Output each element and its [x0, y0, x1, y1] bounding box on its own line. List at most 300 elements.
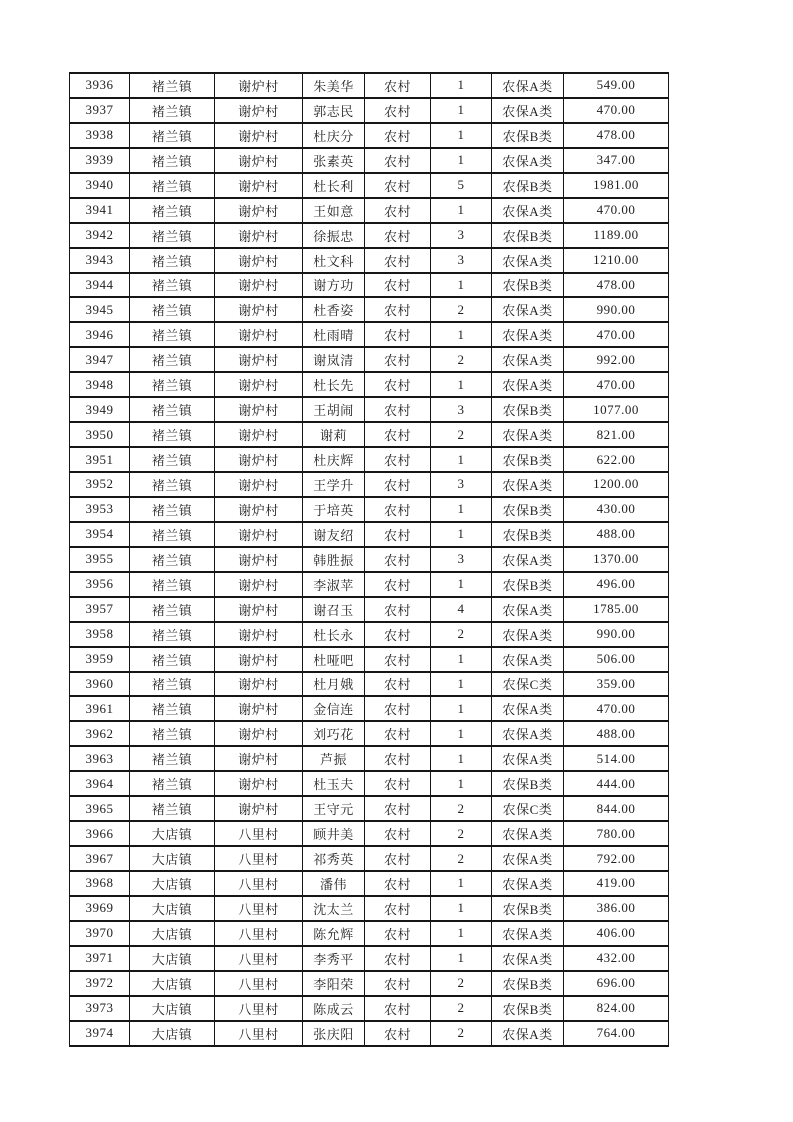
table-row	[70, 721, 669, 746]
cell-residence-type: 农村	[365, 198, 431, 223]
cell-person-count: 1	[431, 721, 492, 746]
cell-person-name: 杜香姿	[303, 297, 365, 322]
cell-insurance-category: 农保A类	[492, 547, 564, 572]
cell-seq-number: 3944	[70, 273, 130, 298]
cell-person-name: 张庆阳	[303, 1021, 365, 1046]
cell-person-name: 李秀平	[303, 946, 365, 971]
cell-town: 褚兰镇	[130, 771, 215, 796]
table-row	[70, 472, 669, 497]
cell-residence-type: 农村	[365, 921, 431, 946]
cell-person-name: 谢岚清	[303, 347, 365, 372]
cell-person-count: 1	[431, 273, 492, 298]
cell-town: 褚兰镇	[130, 647, 215, 672]
table-row	[70, 397, 669, 422]
table-row	[70, 672, 669, 697]
cell-residence-type: 农村	[365, 771, 431, 796]
cell-residence-type: 农村	[365, 422, 431, 447]
cell-amount: 1981.00	[564, 173, 669, 198]
cell-insurance-category: 农保A类	[492, 846, 564, 871]
cell-insurance-category: 农保A类	[492, 1021, 564, 1046]
table-row	[70, 896, 669, 921]
cell-residence-type: 农村	[365, 472, 431, 497]
cell-town: 褚兰镇	[130, 672, 215, 697]
cell-village: 八里村	[215, 971, 303, 996]
cell-insurance-category: 农保A类	[492, 622, 564, 647]
cell-seq-number: 3959	[70, 647, 130, 672]
cell-town: 褚兰镇	[130, 422, 215, 447]
table-row	[70, 198, 669, 223]
table-row	[70, 796, 669, 821]
cell-town: 褚兰镇	[130, 372, 215, 397]
cell-insurance-category: 农保A类	[492, 472, 564, 497]
cell-residence-type: 农村	[365, 796, 431, 821]
cell-town: 褚兰镇	[130, 322, 215, 347]
cell-town: 褚兰镇	[130, 696, 215, 721]
cell-person-count: 2	[431, 796, 492, 821]
cell-residence-type: 农村	[365, 572, 431, 597]
cell-insurance-category: 农保B类	[492, 771, 564, 796]
cell-amount: 386.00	[564, 896, 669, 921]
cell-village: 谢炉村	[215, 372, 303, 397]
cell-amount: 990.00	[564, 622, 669, 647]
cell-insurance-category: 农保A类	[492, 647, 564, 672]
cell-person-count: 1	[431, 696, 492, 721]
table-row	[70, 497, 669, 522]
cell-village: 谢炉村	[215, 173, 303, 198]
cell-seq-number: 3970	[70, 921, 130, 946]
cell-village: 谢炉村	[215, 771, 303, 796]
cell-town: 褚兰镇	[130, 472, 215, 497]
cell-amount: 696.00	[564, 971, 669, 996]
cell-amount: 470.00	[564, 198, 669, 223]
cell-person-count: 5	[431, 173, 492, 198]
cell-insurance-category: 农保B类	[492, 996, 564, 1021]
cell-seq-number: 3962	[70, 721, 130, 746]
cell-person-name: 陈允辉	[303, 921, 365, 946]
cell-village: 谢炉村	[215, 672, 303, 697]
cell-seq-number: 3953	[70, 497, 130, 522]
cell-seq-number: 3936	[70, 73, 130, 98]
cell-seq-number: 3940	[70, 173, 130, 198]
cell-person-name: 徐振忠	[303, 223, 365, 248]
cell-person-count: 1	[431, 672, 492, 697]
cell-person-count: 2	[431, 347, 492, 372]
cell-village: 八里村	[215, 946, 303, 971]
table-row	[70, 73, 669, 98]
cell-town: 褚兰镇	[130, 123, 215, 148]
cell-seq-number: 3956	[70, 572, 130, 597]
cell-village: 谢炉村	[215, 472, 303, 497]
cell-insurance-category: 农保B类	[492, 896, 564, 921]
table-row	[70, 921, 669, 946]
cell-town: 大店镇	[130, 971, 215, 996]
cell-person-name: 李淑苹	[303, 572, 365, 597]
cell-seq-number: 3948	[70, 372, 130, 397]
cell-person-count: 1	[431, 497, 492, 522]
cell-person-count: 3	[431, 248, 492, 273]
cell-town: 褚兰镇	[130, 447, 215, 472]
cell-person-count: 4	[431, 597, 492, 622]
cell-amount: 824.00	[564, 996, 669, 1021]
cell-person-name: 杜长先	[303, 372, 365, 397]
cell-seq-number: 3963	[70, 746, 130, 771]
cell-seq-number: 3941	[70, 198, 130, 223]
cell-insurance-category: 农保A类	[492, 73, 564, 98]
table-row	[70, 447, 669, 472]
cell-amount: 1785.00	[564, 597, 669, 622]
cell-person-name: 陈成云	[303, 996, 365, 1021]
cell-person-count: 2	[431, 996, 492, 1021]
cell-village: 谢炉村	[215, 198, 303, 223]
cell-residence-type: 农村	[365, 397, 431, 422]
cell-town: 褚兰镇	[130, 721, 215, 746]
cell-insurance-category: 农保A类	[492, 198, 564, 223]
cell-person-name: 朱美华	[303, 73, 365, 98]
cell-person-name: 金信连	[303, 696, 365, 721]
table-body	[70, 73, 669, 1046]
cell-residence-type: 农村	[365, 672, 431, 697]
cell-amount: 1210.00	[564, 248, 669, 273]
cell-insurance-category: 农保A类	[492, 248, 564, 273]
cell-residence-type: 农村	[365, 98, 431, 123]
cell-residence-type: 农村	[365, 597, 431, 622]
cell-person-name: 芦振	[303, 746, 365, 771]
cell-person-count: 1	[431, 123, 492, 148]
cell-amount: 506.00	[564, 647, 669, 672]
cell-insurance-category: 农保A类	[492, 148, 564, 173]
cell-insurance-category: 农保A类	[492, 347, 564, 372]
cell-amount: 347.00	[564, 148, 669, 173]
cell-residence-type: 农村	[365, 996, 431, 1021]
cell-residence-type: 农村	[365, 746, 431, 771]
table-row	[70, 996, 669, 1021]
cell-amount: 844.00	[564, 796, 669, 821]
cell-village: 八里村	[215, 821, 303, 846]
cell-amount: 992.00	[564, 347, 669, 372]
cell-seq-number: 3969	[70, 896, 130, 921]
cell-person-name: 杜月娥	[303, 672, 365, 697]
cell-village: 谢炉村	[215, 98, 303, 123]
cell-person-count: 1	[431, 771, 492, 796]
cell-person-name: 谢友绍	[303, 522, 365, 547]
cell-seq-number: 3968	[70, 871, 130, 896]
cell-seq-number: 3942	[70, 223, 130, 248]
cell-residence-type: 农村	[365, 971, 431, 996]
cell-amount: 470.00	[564, 322, 669, 347]
cell-amount: 821.00	[564, 422, 669, 447]
cell-town: 褚兰镇	[130, 347, 215, 372]
cell-town: 褚兰镇	[130, 572, 215, 597]
cell-town: 大店镇	[130, 871, 215, 896]
cell-residence-type: 农村	[365, 148, 431, 173]
cell-person-name: 谢召玉	[303, 597, 365, 622]
cell-insurance-category: 农保B类	[492, 123, 564, 148]
cell-town: 大店镇	[130, 846, 215, 871]
table-row	[70, 347, 669, 372]
cell-person-count: 2	[431, 846, 492, 871]
cell-insurance-category: 农保A类	[492, 946, 564, 971]
cell-insurance-category: 农保B类	[492, 273, 564, 298]
cell-seq-number: 3938	[70, 123, 130, 148]
cell-residence-type: 农村	[365, 223, 431, 248]
cell-town: 褚兰镇	[130, 522, 215, 547]
cell-village: 谢炉村	[215, 547, 303, 572]
cell-person-name: 沈太兰	[303, 896, 365, 921]
cell-residence-type: 农村	[365, 73, 431, 98]
cell-town: 大店镇	[130, 921, 215, 946]
cell-person-count: 3	[431, 547, 492, 572]
cell-person-count: 2	[431, 971, 492, 996]
cell-seq-number: 3949	[70, 397, 130, 422]
table-row	[70, 597, 669, 622]
cell-seq-number: 3954	[70, 522, 130, 547]
table-row	[70, 771, 669, 796]
table-row	[70, 98, 669, 123]
cell-insurance-category: 农保B类	[492, 397, 564, 422]
table-row	[70, 821, 669, 846]
cell-person-count: 1	[431, 572, 492, 597]
cell-insurance-category: 农保A类	[492, 422, 564, 447]
cell-person-count: 1	[431, 198, 492, 223]
cell-town: 褚兰镇	[130, 547, 215, 572]
insurance-table	[69, 72, 669, 1047]
cell-insurance-category: 农保A类	[492, 721, 564, 746]
cell-person-count: 1	[431, 522, 492, 547]
cell-amount: 496.00	[564, 572, 669, 597]
cell-village: 谢炉村	[215, 123, 303, 148]
cell-seq-number: 3960	[70, 672, 130, 697]
cell-amount: 470.00	[564, 372, 669, 397]
cell-town: 褚兰镇	[130, 73, 215, 98]
cell-insurance-category: 农保A类	[492, 322, 564, 347]
cell-seq-number: 3972	[70, 971, 130, 996]
cell-person-name: 刘巧花	[303, 721, 365, 746]
cell-person-count: 1	[431, 447, 492, 472]
table-row	[70, 547, 669, 572]
cell-person-name: 谢莉	[303, 422, 365, 447]
cell-amount: 622.00	[564, 447, 669, 472]
cell-residence-type: 农村	[365, 273, 431, 298]
cell-village: 谢炉村	[215, 248, 303, 273]
cell-person-count: 2	[431, 821, 492, 846]
cell-seq-number: 3974	[70, 1021, 130, 1046]
cell-amount: 470.00	[564, 696, 669, 721]
cell-residence-type: 农村	[365, 1021, 431, 1046]
cell-person-count: 1	[431, 896, 492, 921]
cell-village: 谢炉村	[215, 273, 303, 298]
cell-village: 谢炉村	[215, 297, 303, 322]
cell-town: 褚兰镇	[130, 98, 215, 123]
cell-amount: 488.00	[564, 721, 669, 746]
cell-seq-number: 3946	[70, 322, 130, 347]
cell-seq-number: 3950	[70, 422, 130, 447]
cell-person-name: 潘伟	[303, 871, 365, 896]
cell-town: 褚兰镇	[130, 248, 215, 273]
cell-village: 谢炉村	[215, 746, 303, 771]
cell-town: 褚兰镇	[130, 397, 215, 422]
cell-person-count: 1	[431, 946, 492, 971]
table-row	[70, 1021, 669, 1046]
cell-seq-number: 3958	[70, 622, 130, 647]
cell-seq-number: 3952	[70, 472, 130, 497]
cell-insurance-category: 农保B类	[492, 173, 564, 198]
cell-seq-number: 3939	[70, 148, 130, 173]
cell-town: 褚兰镇	[130, 497, 215, 522]
cell-person-name: 杜长永	[303, 622, 365, 647]
cell-village: 谢炉村	[215, 522, 303, 547]
cell-insurance-category: 农保C类	[492, 796, 564, 821]
cell-town: 大店镇	[130, 896, 215, 921]
table-row	[70, 846, 669, 871]
cell-person-count: 1	[431, 98, 492, 123]
cell-village: 谢炉村	[215, 148, 303, 173]
cell-insurance-category: 农保A类	[492, 921, 564, 946]
cell-insurance-category: 农保B类	[492, 971, 564, 996]
cell-seq-number: 3966	[70, 821, 130, 846]
cell-amount: 549.00	[564, 73, 669, 98]
cell-village: 谢炉村	[215, 597, 303, 622]
cell-amount: 514.00	[564, 746, 669, 771]
cell-seq-number: 3964	[70, 771, 130, 796]
cell-person-name: 王如意	[303, 198, 365, 223]
cell-town: 褚兰镇	[130, 746, 215, 771]
cell-amount: 419.00	[564, 871, 669, 896]
cell-seq-number: 3973	[70, 996, 130, 1021]
cell-village: 谢炉村	[215, 447, 303, 472]
cell-person-count: 3	[431, 472, 492, 497]
cell-person-name: 谢方功	[303, 273, 365, 298]
cell-insurance-category: 农保A类	[492, 372, 564, 397]
cell-town: 褚兰镇	[130, 223, 215, 248]
cell-residence-type: 农村	[365, 447, 431, 472]
table-row	[70, 173, 669, 198]
cell-person-name: 杜哑吧	[303, 647, 365, 672]
cell-residence-type: 农村	[365, 248, 431, 273]
cell-insurance-category: 农保B类	[492, 572, 564, 597]
cell-insurance-category: 农保A类	[492, 696, 564, 721]
cell-town: 褚兰镇	[130, 597, 215, 622]
table-row	[70, 223, 669, 248]
cell-seq-number: 3945	[70, 297, 130, 322]
cell-residence-type: 农村	[365, 821, 431, 846]
cell-amount: 488.00	[564, 522, 669, 547]
cell-insurance-category: 农保B类	[492, 497, 564, 522]
cell-village: 八里村	[215, 996, 303, 1021]
cell-town: 褚兰镇	[130, 622, 215, 647]
cell-person-name: 杜庆分	[303, 123, 365, 148]
cell-insurance-category: 农保A类	[492, 871, 564, 896]
cell-residence-type: 农村	[365, 896, 431, 921]
cell-amount: 990.00	[564, 297, 669, 322]
cell-person-name: 韩胜振	[303, 547, 365, 572]
cell-amount: 1189.00	[564, 223, 669, 248]
cell-seq-number: 3971	[70, 946, 130, 971]
table-row	[70, 971, 669, 996]
cell-seq-number: 3937	[70, 98, 130, 123]
cell-insurance-category: 农保A类	[492, 98, 564, 123]
cell-person-name: 郭志民	[303, 98, 365, 123]
table-row	[70, 622, 669, 647]
cell-person-name: 杜长利	[303, 173, 365, 198]
cell-person-count: 2	[431, 422, 492, 447]
cell-person-name: 李阳荣	[303, 971, 365, 996]
table-row	[70, 871, 669, 896]
cell-insurance-category: 农保A类	[492, 297, 564, 322]
cell-amount: 1200.00	[564, 472, 669, 497]
cell-insurance-category: 农保B类	[492, 522, 564, 547]
cell-insurance-category: 农保B类	[492, 223, 564, 248]
table-row	[70, 322, 669, 347]
table-row	[70, 148, 669, 173]
cell-amount: 406.00	[564, 921, 669, 946]
cell-amount: 430.00	[564, 497, 669, 522]
cell-residence-type: 农村	[365, 871, 431, 896]
cell-town: 大店镇	[130, 1021, 215, 1046]
cell-residence-type: 农村	[365, 946, 431, 971]
cell-town: 大店镇	[130, 821, 215, 846]
cell-amount: 444.00	[564, 771, 669, 796]
cell-person-name: 顾井美	[303, 821, 365, 846]
cell-person-name: 于培英	[303, 497, 365, 522]
table-row	[70, 372, 669, 397]
cell-amount: 792.00	[564, 846, 669, 871]
table-row	[70, 123, 669, 148]
cell-person-name: 祁秀英	[303, 846, 365, 871]
cell-village: 八里村	[215, 871, 303, 896]
cell-residence-type: 农村	[365, 522, 431, 547]
cell-residence-type: 农村	[365, 173, 431, 198]
table-row	[70, 946, 669, 971]
cell-seq-number: 3951	[70, 447, 130, 472]
cell-village: 八里村	[215, 1021, 303, 1046]
cell-residence-type: 农村	[365, 547, 431, 572]
cell-village: 谢炉村	[215, 347, 303, 372]
cell-amount: 478.00	[564, 273, 669, 298]
cell-residence-type: 农村	[365, 497, 431, 522]
cell-residence-type: 农村	[365, 846, 431, 871]
cell-residence-type: 农村	[365, 372, 431, 397]
cell-insurance-category: 农保A类	[492, 746, 564, 771]
cell-village: 谢炉村	[215, 696, 303, 721]
cell-village: 谢炉村	[215, 572, 303, 597]
cell-seq-number: 3947	[70, 347, 130, 372]
cell-insurance-category: 农保C类	[492, 672, 564, 697]
cell-insurance-category: 农保A类	[492, 821, 564, 846]
cell-person-name: 张素英	[303, 148, 365, 173]
cell-residence-type: 农村	[365, 297, 431, 322]
cell-person-count: 1	[431, 647, 492, 672]
cell-village: 谢炉村	[215, 721, 303, 746]
table-row	[70, 297, 669, 322]
cell-residence-type: 农村	[365, 322, 431, 347]
cell-person-count: 2	[431, 622, 492, 647]
cell-town: 褚兰镇	[130, 796, 215, 821]
cell-village: 谢炉村	[215, 622, 303, 647]
cell-town: 褚兰镇	[130, 273, 215, 298]
cell-village: 谢炉村	[215, 796, 303, 821]
cell-person-count: 2	[431, 297, 492, 322]
cell-seq-number: 3955	[70, 547, 130, 572]
cell-amount: 1370.00	[564, 547, 669, 572]
cell-amount: 764.00	[564, 1021, 669, 1046]
table-row	[70, 746, 669, 771]
cell-insurance-category: 农保B类	[492, 447, 564, 472]
cell-village: 谢炉村	[215, 322, 303, 347]
cell-residence-type: 农村	[365, 347, 431, 372]
cell-village: 八里村	[215, 921, 303, 946]
cell-residence-type: 农村	[365, 123, 431, 148]
cell-village: 谢炉村	[215, 422, 303, 447]
